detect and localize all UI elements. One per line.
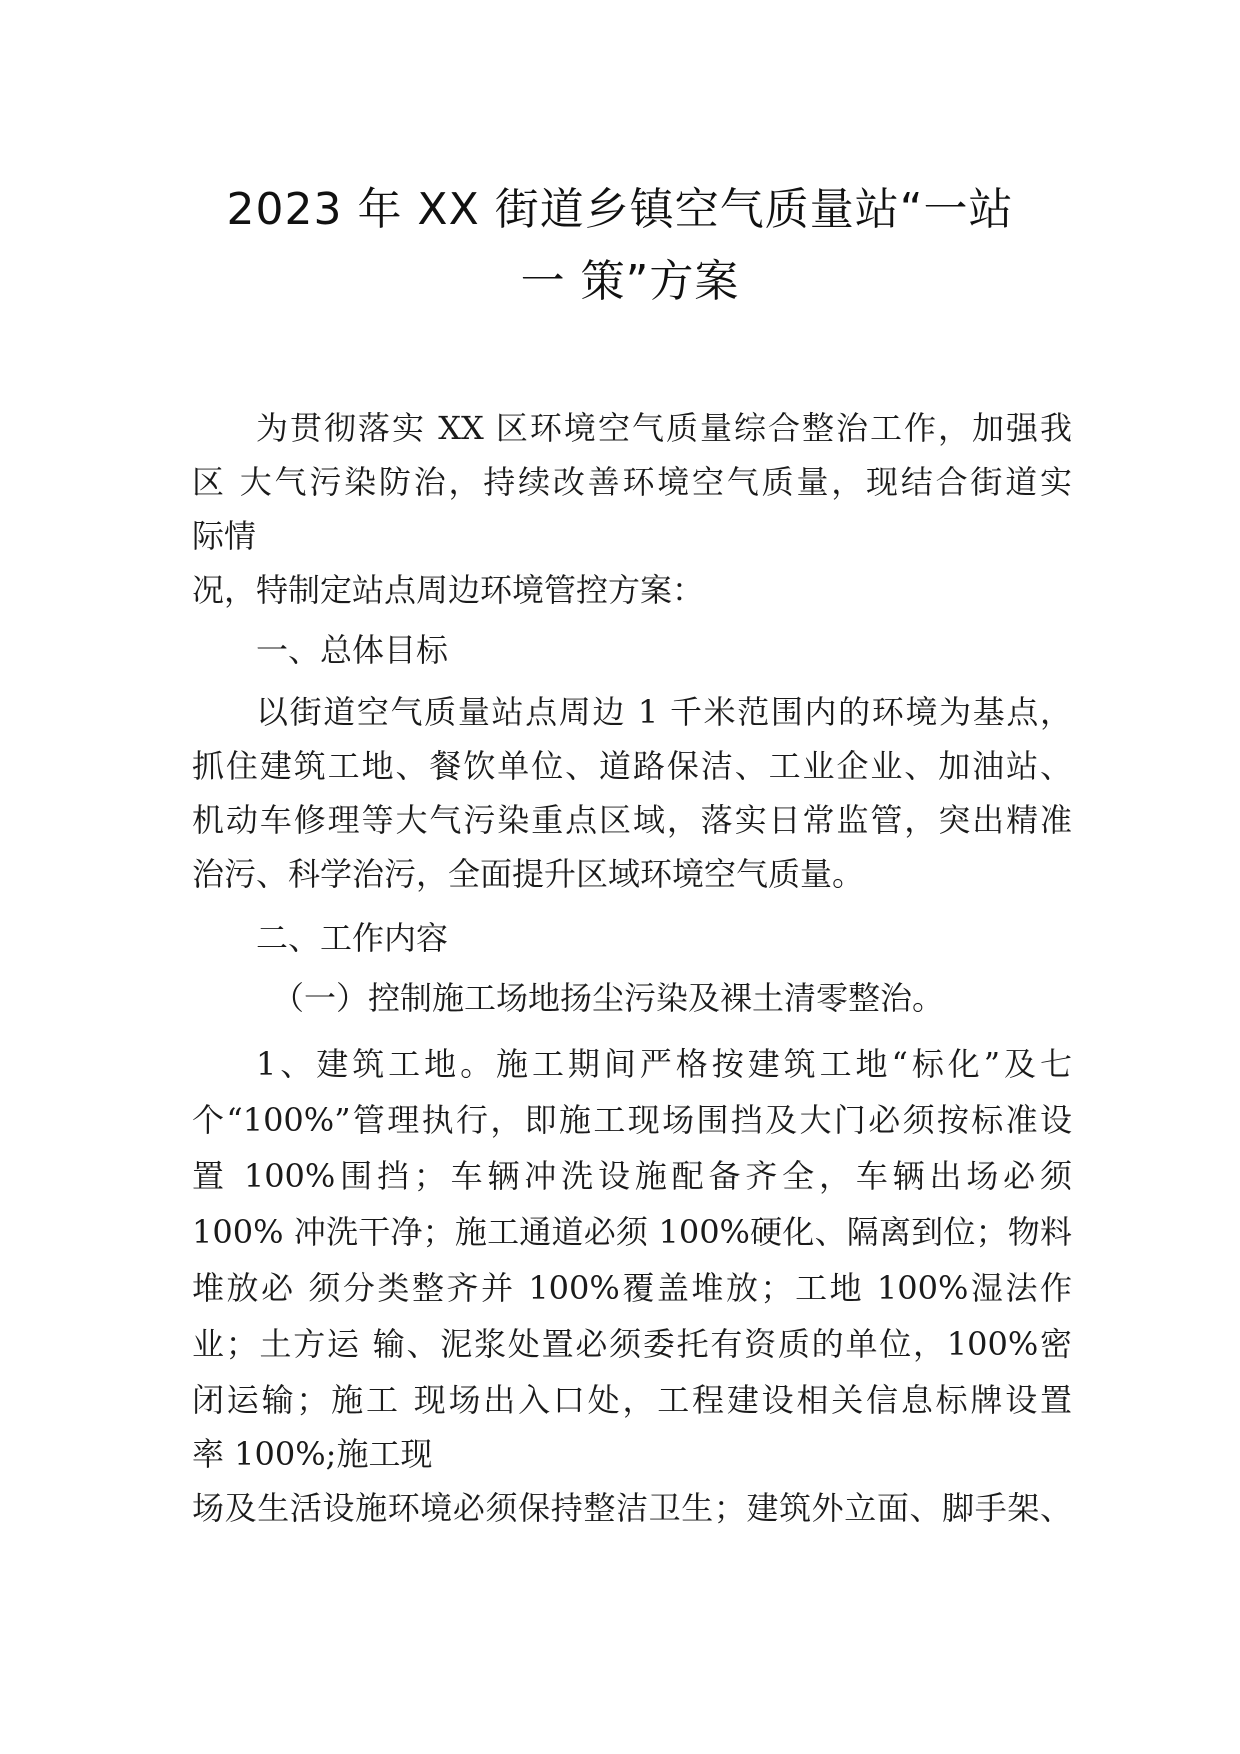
body-line: 机动车修理等大气污染重点区域，落实日常监管，突出精准: [192, 801, 1072, 839]
body-line: 100% 冲洗干净；施工通道必须 100%硬化、隔离到位；物料: [192, 1213, 1072, 1251]
body-line: 率 100%;施工现: [192, 1435, 433, 1473]
body-line: 场及生活设施环境必须保持整洁卫生；建筑外立面、脚手架、: [192, 1489, 1072, 1527]
body-line: 业；土方运 输、泥浆处置必须委托有资质的单位，100%密: [192, 1325, 1072, 1363]
body-line: 以街道空气质量站点周边 1 千米范围内的环境为基点，: [256, 693, 1072, 731]
body-line: 际情: [192, 517, 257, 555]
body-line: 区 大气污染防治，持续改善环境空气质量，现结合街道实: [192, 463, 1072, 501]
body-line: 闭运输；施工 现场出入口处，工程建设相关信息标牌设置: [192, 1381, 1072, 1419]
body-line: 个“100%”管理执行，即施工现场围挡及大门必须按标准设: [192, 1101, 1072, 1139]
body-line: 为贯彻落实 XX 区环境空气质量综合整治工作，加强我: [256, 409, 1072, 447]
document-title-line-2: 一 策”方案: [520, 256, 740, 307]
body-line: 况，特制定站点周边环境管控方案：: [192, 571, 705, 609]
body-line: 治污、科学治污，全面提升区域环境空气质量。: [192, 855, 865, 893]
document-title-line-1: 2023 年 XX 街道乡镇空气质量站“一站: [226, 184, 1014, 235]
body-line: 1、建筑工地。施工期间严格按建筑工地“标化”及七: [256, 1045, 1072, 1083]
body-line: 堆放必 须分类整齐并 100%覆盖堆放；工地 100%湿法作: [192, 1269, 1072, 1307]
subsection-heading: （一）控制施工场地扬尘污染及裸土清零整治。: [272, 979, 945, 1017]
body-line: 抓住建筑工地、餐饮单位、道路保洁、工业企业、加油站、: [192, 747, 1072, 785]
section-heading: 一、总体目标: [256, 631, 449, 669]
section-heading: 二、工作内容: [256, 919, 449, 957]
body-line: 置 100%围挡；车辆冲洗设施配备齐全，车辆出场必须: [192, 1157, 1072, 1195]
